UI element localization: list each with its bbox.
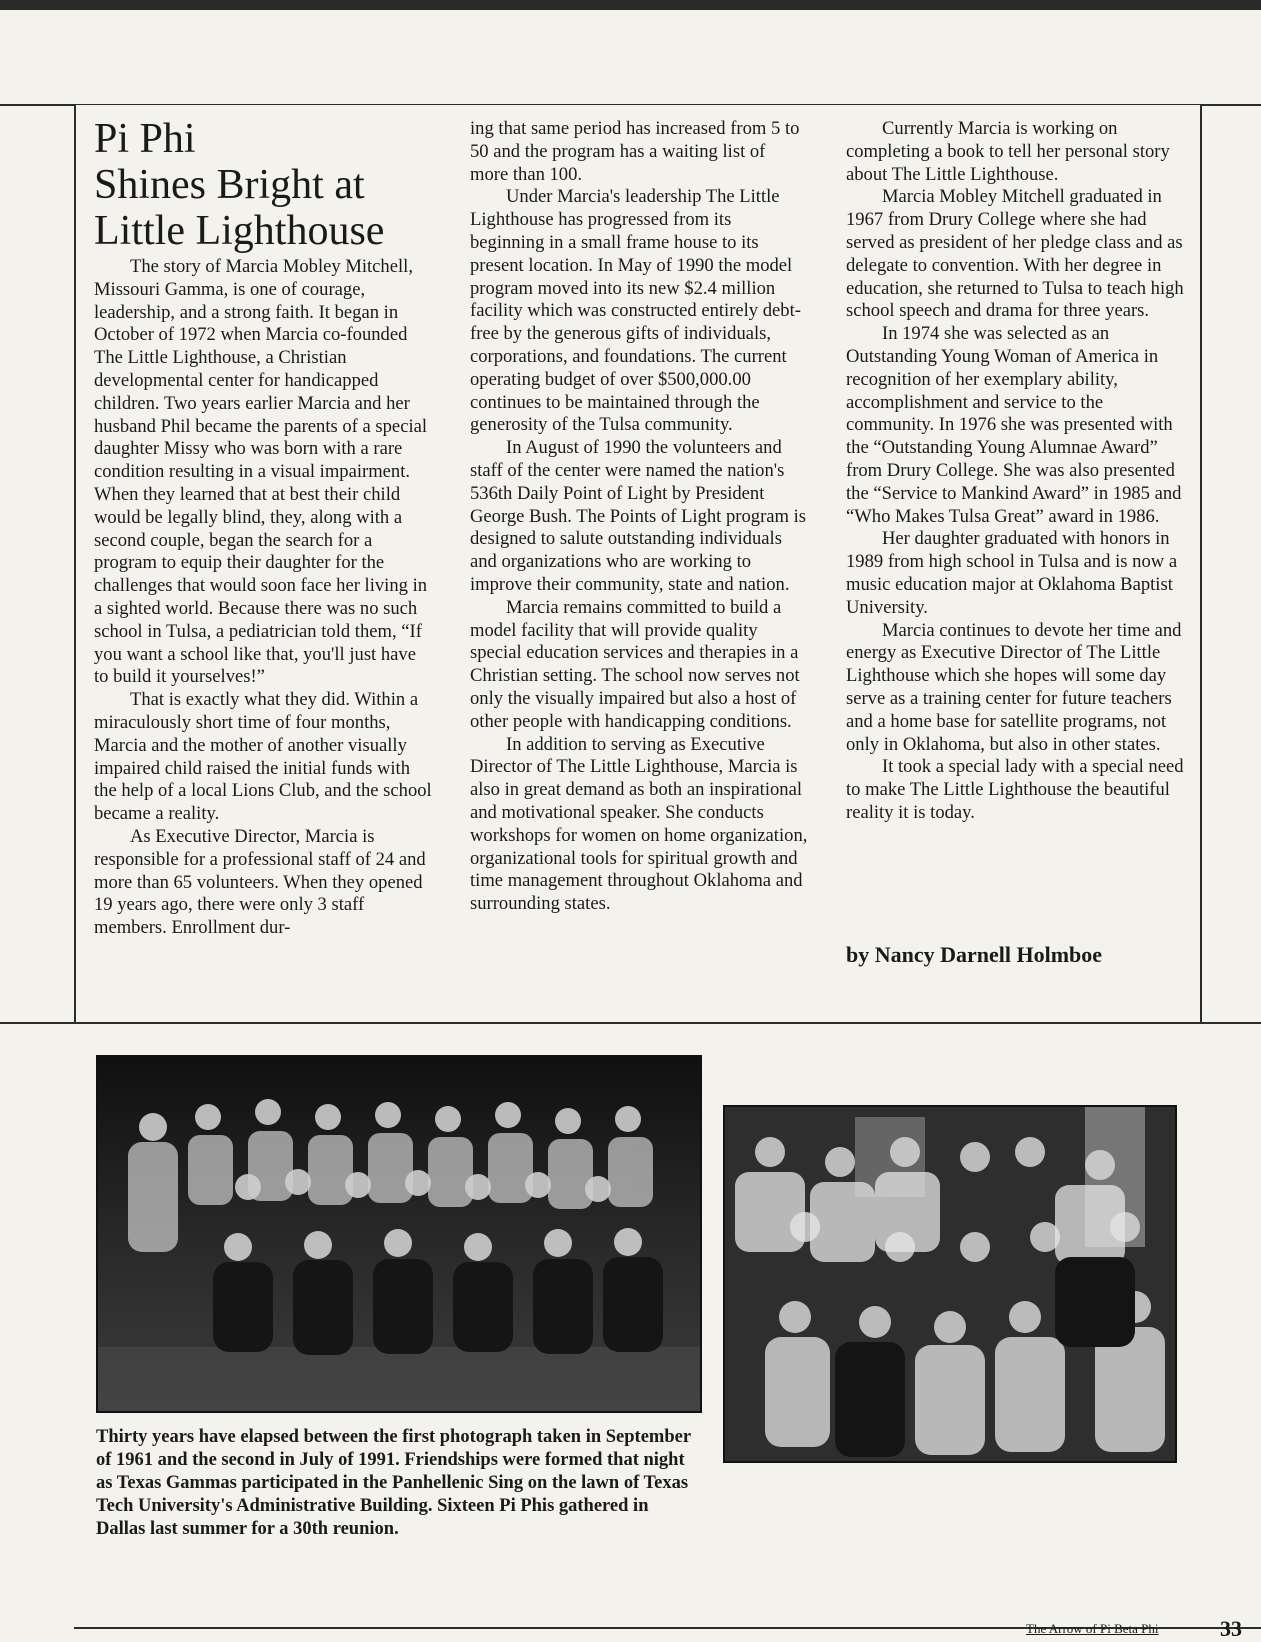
left-top-rule (0, 104, 74, 106)
paragraph: In 1974 she was selected as an Outstanding Young Woman of America in recognition of her exemplary ability, accomplishment and service to the community. In 1976 she was presented with the “Outstanding Young Alumnae Award” from Drury College. She was also presented the “Service to Mankind Award” in 1985 and “Who Makes Tulsa Great” award in 1986. (846, 323, 1182, 527)
title-line: Little Lighthouse (94, 208, 385, 254)
article-column-2 (470, 118, 808, 916)
article-column-3 (846, 118, 1186, 825)
paragraph: The story of Marcia Mobley Mitchell, Missouri Gamma, is one of courage, leadership, and a strong faith. It began in October of 1972 when Marcia co-founded The Little Lighthouse, a Christian developmental center for handicapped children. Two years earlier Marcia and her husband Phil became the parents of a special daughter Missy who was born with a rare condition resulting in a visual impairment. When they learned that at best their child would be legally blind, they, along with a second couple, began the search for a program to equip their daughter for the challenges that would soon face her living in a sighted world. Because there was no such school in Tulsa, a pediatrician told them, “If you want a school like that, you'll just have to build it yourselves!” (94, 256, 428, 688)
paragraph: Marcia continues to devote her time and energy as Executive Director of The Little Lighthouse which she hopes will some day serve as a training center for future teachers and a home base for satellite programs, not only in Oklahoma, but also in other states. (846, 619, 1182, 755)
photo-1991-reunion (723, 1105, 1177, 1463)
article-bottom-rule (0, 1022, 1261, 1024)
article-title (94, 116, 434, 254)
page-number: 33 (1220, 1616, 1242, 1641)
paragraph: As Executive Director, Marcia is responsible for a professional staff of 24 and more than 65 volunteers. When they opened 19 years ago, there were only 3 staff members. Enrollment dur- (94, 825, 426, 939)
paragraph: Under Marcia's leadership The Little Lighthouse has progressed from its beginning in a small frame house to its present location. In May of 1990 the model program moved into its new $2.4 million facility which was constructed entirely debt-free by the generous gifts of individuals, corporations, and foundations. The current operating budget of over $500,000.00 continues to be maintained through the generosity of the Tulsa community. (470, 186, 801, 436)
magazine-name: The Arrow of Pi Beta Phi (1026, 1621, 1159, 1636)
page-edge-shadow (0, 0, 1261, 10)
frame-right-border (1200, 104, 1202, 1022)
photo-1961-image (98, 1057, 700, 1411)
author-byline: by Nancy Darnell Holmboe (846, 942, 1103, 967)
title-line: Shines Bright at (94, 162, 365, 208)
paragraph: In addition to serving as Executive Director of The Little Lighthouse, Marcia is also in great demand as both an inspirational and motivational speaker. She conducts workshops for women on home organization, organizational tools for spiritual growth and time management throughout Oklahoma and surrounding states. (470, 733, 808, 915)
paragraph: Her daughter graduated with honors in 1989 from high school in Tulsa and is now a music education major at Oklahoma Baptist University. (846, 528, 1178, 618)
paragraph: ing that same period has increased from 5 to 50 and the program has a waiting list of more than 100. (470, 118, 800, 185)
paragraph: Marcia remains committed to build a model facility that will provide quality special education services and therapies in a Christian setting. The school now serves not only the visually impaired but also a host of other people with handicapping conditions. (470, 596, 800, 732)
photo-caption: Thirty years have elapsed between the first photograph taken in September of 1961 and the second in July of 1991. Friendships were formed that night as Texas Gammas participated in the Panhellenic Sing on the lawn of Texas Tech University's Administrative Building. Sixteen Pi Phis gathered in Dallas last summer for a 30th reunion. (96, 1427, 691, 1539)
paragraph: It took a special lady with a special need to make The Little Lighthouse the beautiful reality it is today. (846, 756, 1184, 823)
right-top-rule (1200, 104, 1261, 106)
paragraph: In August of 1990 the volunteers and staff of the center were named the nation's 536th Daily Point of Light by President George Bush. The Points of Light program is designed to salute outstanding individuals and organizations who are working to improve their community, state and nation. (470, 437, 807, 595)
photo-1991-image (725, 1107, 1175, 1461)
paragraph: Marcia Mobley Mitchell graduated in 1967 from Drury College where she had served as president of her pledge class and as delegate to convention. With her degree in education, she returned to Tulsa to teach high school speech and drama for three years. (846, 186, 1184, 322)
article-column-1 (94, 256, 432, 940)
photo-1961-group (96, 1055, 702, 1413)
title-line: Pi Phi (94, 116, 196, 162)
frame-left-border (74, 104, 76, 1022)
paragraph: Currently Marcia is working on completing a book to tell her personal story about The Little Lighthouse. (846, 118, 1170, 185)
paragraph: That is exactly what they did. Within a miraculously short time of four months, Marcia and the mother of another visually impaired child raised the initial funds with the help of a local Lions Club, and the school became a reality. (94, 689, 432, 825)
